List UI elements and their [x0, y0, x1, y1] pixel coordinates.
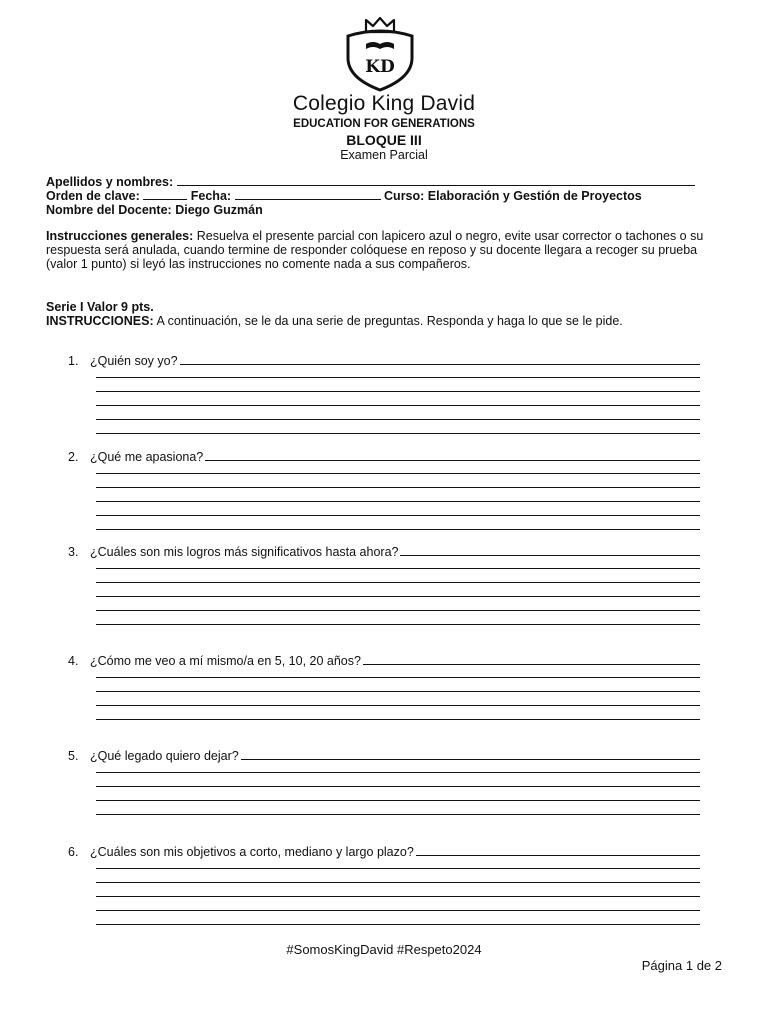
exam-type: Examen Parcial [340, 148, 428, 162]
teacher-label: Nombre del Docente: [46, 203, 172, 217]
answer-line[interactable] [400, 545, 700, 556]
answer-line[interactable] [96, 924, 700, 925]
answer-line[interactable] [96, 501, 700, 502]
answer-line[interactable] [180, 354, 700, 365]
question-number: 3. [68, 545, 79, 559]
answer-line[interactable] [416, 845, 700, 856]
series-instructions-label: INSTRUCCIONES: [46, 314, 154, 328]
answer-line[interactable] [96, 691, 700, 692]
block-title: BLOQUE III [346, 132, 422, 148]
general-instructions-label: Instrucciones generales: [46, 229, 194, 243]
answer-line[interactable] [205, 450, 700, 461]
order-date-course-row [46, 189, 642, 203]
question-number: 6. [68, 845, 79, 859]
teacher-row [46, 203, 263, 217]
question-3 [68, 545, 700, 559]
question-1 [68, 354, 700, 368]
general-instructions [46, 229, 726, 271]
question-text: ¿Cuáles son mis objetivos a corto, mediano y largo plazo? [90, 845, 414, 859]
answer-line[interactable] [96, 582, 700, 583]
answer-line[interactable] [96, 487, 700, 488]
answer-line[interactable] [96, 677, 700, 678]
answer-line[interactable] [96, 814, 700, 815]
teacher-value: Diego Guzmán [175, 203, 263, 217]
names-row [46, 175, 695, 189]
question-4 [68, 654, 700, 668]
names-field[interactable] [177, 175, 695, 186]
answer-line[interactable] [96, 377, 700, 378]
answer-line[interactable] [96, 910, 700, 911]
answer-line[interactable] [96, 800, 700, 801]
question-text: ¿Cómo me veo a mí mismo/a en 5, 10, 20 años? [90, 654, 361, 668]
question-text: ¿Cuáles son mis logros más significativos hasta ahora? [90, 545, 399, 559]
logo-monogram: KD [365, 57, 395, 77]
answer-line[interactable] [241, 749, 700, 760]
answer-line[interactable] [96, 568, 700, 569]
question-number: 2. [68, 450, 79, 464]
question-number: 5. [68, 749, 79, 763]
answer-line[interactable] [96, 719, 700, 720]
answer-line[interactable] [96, 391, 700, 392]
names-label: Apellidos y nombres: [46, 175, 174, 189]
answer-line[interactable] [96, 419, 700, 420]
question-text: ¿Qué me apasiona? [90, 450, 204, 464]
school-motto: EDUCATION FOR GENERATIONS [293, 118, 475, 130]
date-label: Fecha: [190, 189, 232, 203]
question-number: 1. [68, 354, 79, 368]
series-instructions-text: A continuación, se le da una serie de preguntas. Responda y haga lo que se le pide. [156, 314, 623, 328]
general-instructions-text: Resuelva el presente parcial con lapicero azul o negro, evite usar corrector o tachones o su respuesta será anulada, cuando termine de responder colóquese en reposo y su docente llegara a recoger su prueba (valor 1 punto) si leyó las instrucciones no comente nada a sus compañeros. [46, 229, 704, 271]
answer-line[interactable] [96, 868, 700, 869]
answer-line[interactable] [96, 610, 700, 611]
question-2 [68, 450, 700, 464]
question-5 [68, 749, 700, 763]
answer-line[interactable] [363, 654, 700, 665]
course-value: Elaboración y Gestión de Proyectos [427, 189, 642, 203]
series-instructions [46, 314, 728, 328]
order-label: Orden de clave: [46, 189, 140, 203]
question-number: 4. [68, 654, 79, 668]
question-text: ¿Quién soy yo? [90, 354, 178, 368]
answer-line[interactable] [96, 515, 700, 516]
crown-shield-logo [342, 14, 418, 94]
question-text: ¿Qué legado quiero dejar? [90, 749, 239, 763]
answer-line[interactable] [96, 705, 700, 706]
page-number: Página 1 de 2 [641, 958, 722, 973]
order-field[interactable] [143, 189, 187, 200]
answer-line[interactable] [96, 624, 700, 625]
answer-line[interactable] [96, 772, 700, 773]
school-name: Colegio King David [292, 92, 476, 115]
answer-line[interactable] [96, 896, 700, 897]
answer-line[interactable] [96, 786, 700, 787]
footer-hashtags: #SomosKingDavid #Respeto2024 [286, 942, 482, 957]
answer-line[interactable] [96, 473, 700, 474]
answer-line[interactable] [96, 433, 700, 434]
series-title: Serie I Valor 9 pts. [46, 300, 154, 314]
answer-line[interactable] [96, 405, 700, 406]
answer-line[interactable] [96, 596, 700, 597]
answer-line[interactable] [96, 882, 700, 883]
answer-line[interactable] [96, 529, 700, 530]
course-label: Curso: [384, 189, 425, 203]
date-field[interactable] [235, 189, 381, 200]
question-6 [68, 845, 700, 859]
